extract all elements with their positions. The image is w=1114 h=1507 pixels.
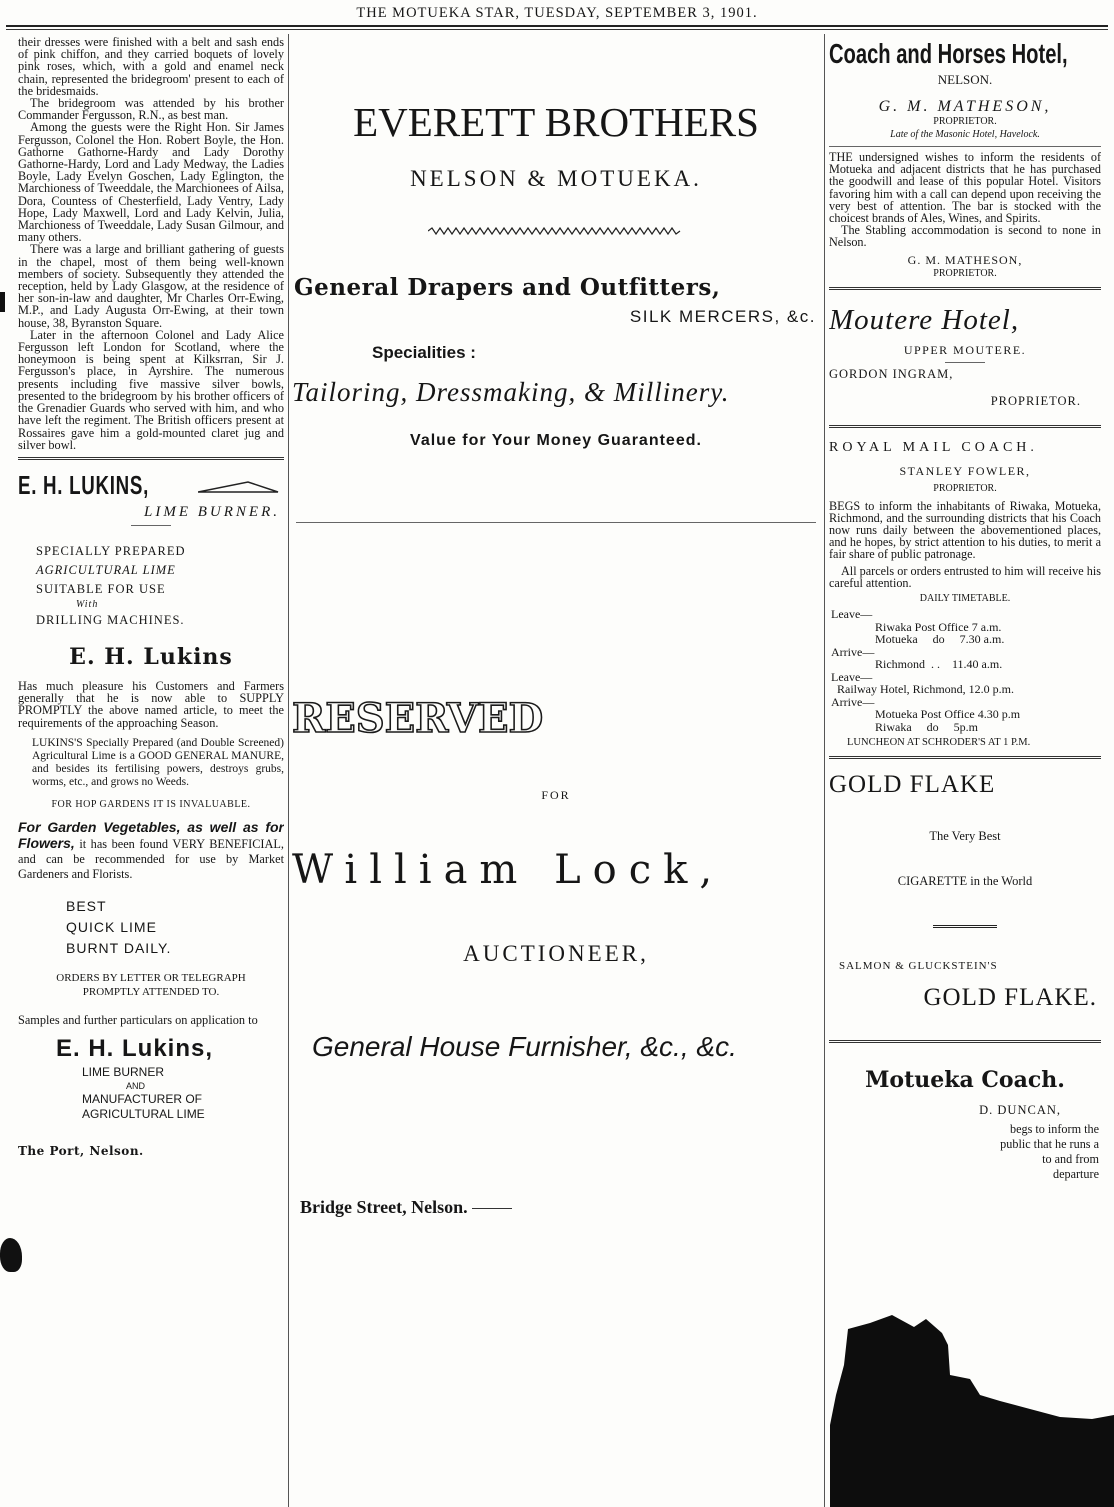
william-lock-trade: General House Furnisher, &c., &c. — [312, 1031, 737, 1062]
lukins-heading: E. H. LUKINS, — [18, 469, 150, 500]
gold-flake-line2: CIGARETTE in the World — [897, 874, 1033, 889]
timetable-heading: Leave— — [831, 669, 873, 684]
masthead-rule-thin — [6, 29, 1108, 30]
timetable-row: Railway Hotel, Richmond, 12.0 p.m. — [837, 682, 1014, 697]
lukins-advertisement — [18, 470, 284, 1158]
motueka-coach-line: begs to inform the — [1009, 1122, 1099, 1137]
timetable-heading: Arrive— — [831, 694, 875, 709]
timetable-row: Riwaka do 5p.m — [875, 719, 978, 734]
lukins-line: DRILLING MACHINES. — [36, 612, 185, 627]
ink-blot — [0, 1238, 22, 1272]
right-column — [829, 36, 1101, 1502]
motueka-coach-line: public that he runs a — [1000, 1137, 1099, 1152]
section-rule — [829, 1040, 1101, 1043]
everett-brothers-ad — [292, 98, 820, 450]
lukins-line: AGRICULTURAL LIME — [36, 562, 176, 577]
section-rule — [829, 425, 1101, 428]
section-rule — [829, 146, 1101, 147]
lukins-garden-paragraph — [18, 820, 284, 882]
section-rule — [829, 287, 1101, 290]
section-rule — [18, 457, 284, 460]
masthead-title: THE MOTUEKA STAR, TUESDAY, SEPTEMBER 3, 1901. — [356, 5, 758, 21]
lukins-paragraph: LUKINS'S Specially Prepared (and Double Screened) Agricultural Lime is a GOOD GENERAL MANURE, and besides its fertilising powers, destroys grubs, worms, etc., and grows no Weeds. — [32, 736, 284, 788]
motueka-coach-body — [829, 1122, 1101, 1182]
everett-specialities-label: Specialities : — [372, 343, 476, 362]
moutere-name: Moutere Hotel, — [829, 303, 1020, 336]
motueka-coach-line: departure — [1052, 1167, 1099, 1182]
article-paragraph: Later in the afternoon Colonel and Lady Alice Fergusson left London for Scotland, where the honeymoon is being spent at Kilksrran, Sir J. Fergusson's place, in Ayrshire. The numerous presents including five massive silver bowls, presented to the bridegroom by his brother officers of the Grenadier Guards who served with him, and who have left the regiment. The British officers present at Rossaires gave him a gold-mounted claret jug and silver bowl. — [18, 327, 284, 452]
royal-mail-luncheon: LUNCHEON AT SCHRODER'S AT 1 P.M. — [847, 737, 1031, 749]
lukins-garden-bold: For Garden Vegetables, as well as for Flowers, — [18, 818, 284, 851]
lukins-footer-line: AND — [126, 1080, 146, 1091]
left-column — [18, 36, 284, 1502]
royal-mail-parcels: All parcels or orders entrusted to him will receive his careful attention. — [829, 563, 1101, 590]
lukins-line: SPECIALLY PREPARED — [36, 543, 186, 558]
lukins-footer-line: AGRICULTURAL LIME — [82, 1106, 205, 1121]
section-rule — [829, 756, 1101, 759]
short-rule — [933, 925, 997, 928]
timetable-heading: Arrive— — [831, 644, 875, 659]
column-divider-right — [824, 34, 825, 1507]
coach-horses-body: THE undersigned wishes to inform the residents of Motueka and adjacent districts that he has purchased the goodwill and lease of this popular Hotel. Visitors favoring him with a call can depend upon receiving the very best of attention. The bar is stocked with the choicest brands of Ales, Wines, and Spirits. — [829, 150, 1101, 226]
royal-mail-timetable-label: DAILY TIMETABLE. — [919, 593, 1011, 605]
middle-column — [292, 36, 820, 1502]
lukins-garden-rest: it has been found VERY BENEFICIAL, and can be recommended for use by Market Gardeners and Florists. — [18, 836, 284, 881]
gold-flake-ad — [829, 771, 1101, 1012]
article-paragraph: The bridegroom was attended by his brother Commander Fergusson, R.N., as best man. — [18, 96, 284, 123]
ornamental-rule — [428, 226, 684, 236]
moutere-hotel-ad — [829, 304, 1101, 409]
column-divider-left — [288, 34, 289, 1507]
lukins-footer — [18, 1065, 284, 1122]
motueka-coach-line: to and from — [1042, 1152, 1099, 1167]
coach-horses-name: Coach and Horses Hotel, — [829, 38, 1068, 69]
wedding-article — [18, 36, 284, 451]
article-paragraph: Among the guests were the Right Hon. Sir James Fergusson, Colonel the Hon. Robert Boyle, the Hon. Gathorne Gathorne-Hardy and Lady Dorothy Gathorne-Hardy, Lord and Lady Medway, the Ladies Boyle, Lady Evelyn Goschen, Lady Eglington, the Marchioness of Tweeddale, the Marchionees of Ailsa, Dora, Countess of Chesterfield, Lady Ventry, Lady Hope, Lady Maxwell, Lord and Lady Kelvin, Julia, Marchioness of Tweeddale, Lady Susan Gilmour, and many others. — [18, 120, 284, 245]
timetable-row: Riwaka Post Office 7 a.m. — [875, 619, 1002, 634]
lukins-quick-lime — [18, 896, 284, 959]
lukins-subheading: LIME BURNER. — [144, 503, 280, 520]
gold-flake-heading: GOLD FLAKE — [829, 771, 996, 799]
royal-mail-timetable — [829, 608, 1101, 733]
address-dash — [472, 1208, 512, 1209]
coach-horses-place: NELSON. — [937, 72, 993, 87]
coach-horses-sign-label: PROPRIETOR. — [933, 267, 997, 279]
motueka-coach-ad — [829, 1067, 1101, 1182]
masthead-rule — [6, 25, 1108, 27]
timetable-heading: Leave— — [831, 607, 873, 622]
coach-horses-ad — [829, 36, 1101, 279]
gold-flake-line1: The Very Best — [929, 829, 1001, 844]
moutere-proprietor-label: PROPRIETOR. — [990, 393, 1081, 408]
timetable-row: Richmond . . 11.40 a.m. — [875, 657, 1003, 672]
lukins-line: With — [76, 598, 99, 610]
article-paragraph: their dresses were finished with a belt and sash ends of pink chiffon, and they carried boquets of lovely pink roses, which, with a gold and enamel neck chain, represented the bridegroom' present to each of the bridesmaids. — [18, 36, 284, 98]
lukins-specially-list — [18, 542, 284, 630]
gold-flake-maker: SALMON & GLUCKSTEIN'S — [839, 960, 998, 973]
lukins-quick-line: BEST — [66, 897, 107, 914]
quill-icon — [198, 480, 282, 494]
lukins-footer-line: MANUFACTURER OF — [82, 1091, 202, 1106]
lukins-intro: Has much pleasure his Customers and Farmers generally that he is now able to SUPPLY PROMPTLY the above named article, to meet the requirements of the approaching Season. — [18, 678, 284, 730]
lukins-quick-line: QUICK LIME — [66, 918, 157, 935]
william-lock-ad — [292, 695, 820, 1218]
article-paragraph: There was a large and brilliant gathering of guests in the chapel, most of them being well-known members of society. Subsequently they attended the reception, held by Lady Glasgow, at the residence of her son-in-law and daughter, Mr Charles Orr-Ewing, M.P., and Lady Augusta Orr-Ewing, at their town house, 38, Byranston Square. — [18, 242, 284, 330]
short-rule — [131, 525, 171, 526]
lukins-orders: ORDERS BY LETTER OR TELEGRAPH PROMPTLY ATTENDED TO. — [56, 971, 246, 998]
moutere-proprietor: GORDON INGRAM, — [829, 366, 954, 381]
lukins-quick-line: BURNT DAILY. — [66, 939, 172, 956]
royal-mail-body: BEGS to inform the inhabitants of Riwaka, Motueka, Richmond, and the surrounding districts that his Coach now runs daily between the abovementioned places, and he hopes, by strict attention to his duties, to merit a fair share of public patronage. — [829, 498, 1101, 562]
everett-specialities: Tailoring, Dressmaking, & Millinery. — [292, 377, 730, 407]
motueka-coach-owner: D. DUNCAN, — [979, 1103, 1061, 1118]
section-rule — [296, 522, 816, 523]
everett-name: EVERETT BROTHERS — [353, 99, 759, 145]
timetable-row: Motueka do 7.30 a.m. — [875, 632, 1005, 647]
reserved-for: FOR — [541, 788, 571, 802]
coach-horses-sign: G. M. MATHESON, — [907, 252, 1023, 267]
william-lock-address-wrap — [292, 1197, 820, 1218]
motueka-coach-name: Motueka Coach. — [865, 1067, 1065, 1094]
short-rule — [945, 362, 985, 363]
everett-location: NELSON & MOTUEKA. — [410, 166, 702, 191]
masthead — [0, 0, 1114, 34]
lukins-footer-line: LIME BURNER — [82, 1064, 165, 1079]
coach-horses-stabling: The Stabling accommodation is second to none in Nelson. — [829, 223, 1101, 250]
gold-flake-name: GOLD FLAKE. — [923, 984, 1097, 1012]
torn-corner-damage — [830, 1305, 1114, 1507]
everett-trade: General Drapers and Outfitters, — [294, 274, 721, 301]
reserved-heading: RESERVED — [292, 695, 544, 742]
royal-mail-owner-label: PROPRIETOR. — [933, 482, 997, 494]
timetable-row: Motueka Post Office 4.30 p.m — [875, 707, 1021, 722]
royal-mail-heading: ROYAL MAIL COACH. — [829, 439, 1038, 455]
lukins-name-big: E. H. Lukins, — [56, 1034, 214, 1062]
william-lock-title: AUCTIONEER, — [463, 941, 649, 966]
ink-blot — [0, 292, 5, 312]
lukins-blackletter-name: E. H. Lukins — [69, 643, 233, 670]
everett-silk: SILK MERCERS, &c. — [629, 307, 816, 326]
lukins-samples: Samples and further particulars on application to — [18, 1012, 258, 1027]
royal-mail-owner: STANLEY FOWLER, — [899, 463, 1031, 478]
royal-mail-coach-ad — [829, 440, 1101, 748]
william-lock-name: William Lock, — [292, 847, 725, 893]
coach-horses-proprietor: G. M. MATHESON, — [878, 98, 1052, 115]
coach-horses-proprietor-label: PROPRIETOR. — [933, 116, 997, 127]
lukins-hop-gardens: FOR HOP GARDENS IT IS INVALUABLE. — [51, 798, 251, 810]
coach-horses-late: Late of the Masonic Hotel, Havelock. — [890, 129, 1040, 140]
moutere-place: UPPER MOUTERE. — [903, 342, 1027, 357]
lukins-address: The Port, Nelson. — [18, 1143, 144, 1158]
everett-guarantee: Value for Your Money Guaranteed. — [410, 432, 702, 449]
william-lock-address: Bridge Street, Nelson. — [300, 1197, 468, 1217]
lukins-line: SUITABLE FOR USE — [36, 581, 166, 596]
